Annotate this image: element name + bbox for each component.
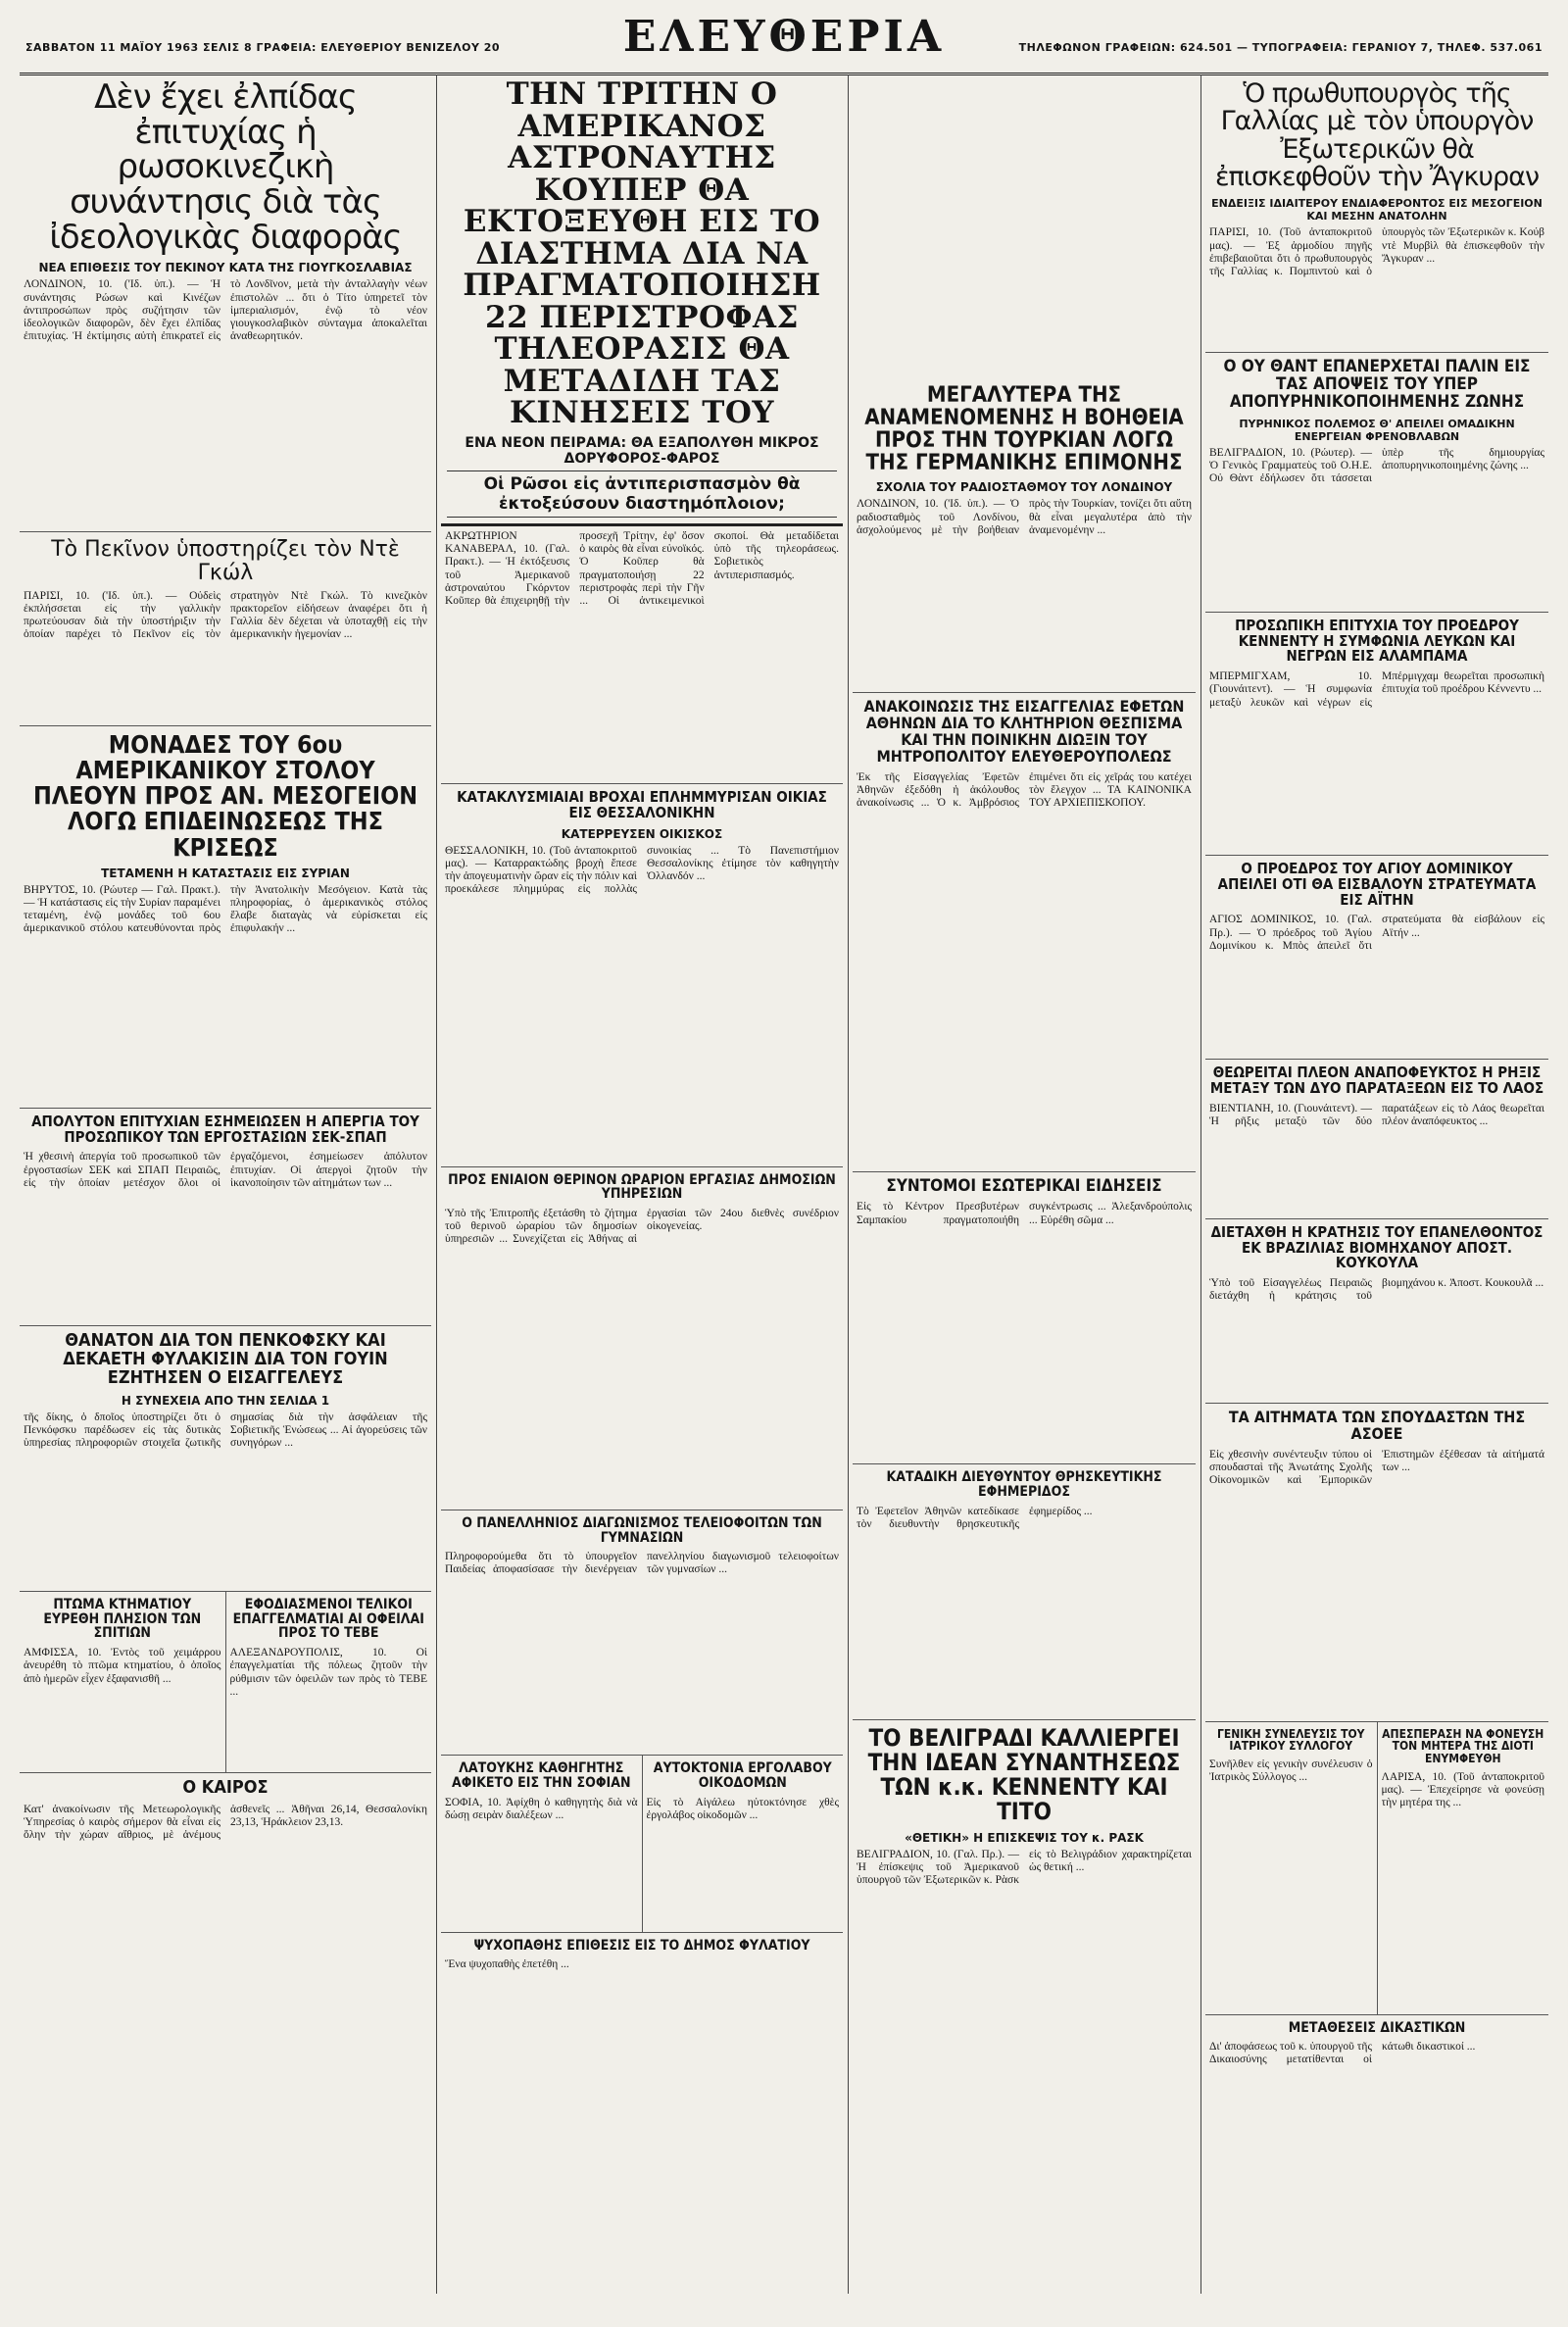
article-body: ΛΑΡΙΣΑ, 10. (Τοῦ ἀνταποκριτοῦ μας). — Ἐπεχείρησε νὰ φονεύσῃ τὴν μητέρα της ...	[1381, 1770, 1544, 1808]
article-short-domestic	[853, 1172, 1196, 1465]
article-headline: ΘΕΩΡΕΙΤΑΙ ΠΛΕΟΝ ΑΝΑΠΟΦΕΥΚΤΟΣ Η ΡΗΞΙΣ ΜΕΤΑΞΥ ΤΩΝ ΔΥΟ ΠΑΡΑΤΑΞΕΩΝ ΕΙΣ ΤΟ ΛΑΟΣ	[1209, 1064, 1544, 1098]
article-body: ΠΑΡΙΣΙ, 10. ('Ιδ. ὑπ.). — Οὐδεὶς ἐκπλήσσεται εἰς τὴν γαλλικὴν πρωτεύουσαν διὰ τὴν ὑποστήριξιν τὴν ὁποίαν παρέχει τὸ Πεκῖνον εἰς τὸν στρατηγὸν Ντὲ Γκώλ. Τὸ κινεζικὸν πρακτορεῖον εἰδήσεων ἀναφέρει ὅτι ἡ Γαλλία δὲν δέχεται νὰ ὑποταχθῇ εἰς τὴν ἀμερικανικὴν ἡγεμονίαν ...	[24, 589, 427, 641]
column-2	[441, 74, 843, 2294]
article-headline: Δὲν ἔχει ἐλπίδας ἐπιτυχίας ἡ ρωσοκινεζικὴ συνάντησις διὰ τὰς ἰδεολογικὰς διαφορὰς	[49, 77, 402, 257]
lead-story-body	[441, 526, 843, 784]
article-body: Εἰς τὸ Αἰγάλεω ηὐτοκτόνησε χθὲς ἐργολάβος οἰκοδομῶν ...	[646, 1796, 839, 1821]
article-subhead: ΕΝΔΕΙΞΙΣ ΙΔΙΑΙΤΕΡΟΥ ΕΝΔΙΑΦΕΡΟΝΤΟΣ ΕΙΣ ΜΕΣΟΓΕΙΟΝ ΚΑΙ ΜΕΣΗΝ ΑΝΑΤΟΛΗΝ	[1211, 197, 1543, 223]
article-body: τῆς δίκης, ὁ δποῖος ὑποστηρίζει ὅτι ὁ Πενκόφσκυ παρέδωσεν εἰς τὰς δυτικὰς ὑπηρεσίας πληροφοριῶν στοιχεῖα ζωτικῆς σημασίας διὰ τὴν ἀσφάλειαν τῆς Σοβιετικῆς Ἑνώσεως ... Αἱ ἀγορεύσεις τῶν συνηγόρων ...	[24, 1411, 427, 1450]
article-body: Ὑπὸ τοῦ Εἰσαγγελέως Πειραιῶς διετάχθη ἡ κράτησις τοῦ βιομηχάνου κ. Ἀποστ. Κουκουλᾶ ...	[1209, 1277, 1544, 1303]
article-sino-soviet	[20, 74, 431, 532]
article-headline: ΠΡΟΣΩΠΙΚΗ ΕΠΙΤΥΧΙΑ ΤΟΥ ΠΡΟΕΔΡΟΥ ΚΕΝΝΕΝΤΥ Η ΣΥΜΦΩΝΙΑ ΛΕΥΚΩΝ ΚΑΙ ΝΕΓΡΩΝ ΕΙΣ ΑΛΑΜΠΑΜΑ	[1235, 616, 1519, 666]
article-body: Πληροφορούμεθα ὅτι τὸ ὑπουργεῖον Παιδείας ἀποφασίσασε τὴν διενέργειαν πανελληνίου διαγωνισμοῦ τελειοφοίτων τῶν γυμνασίων ...	[445, 1551, 839, 1576]
article-body: Ἡ χθεσινὴ ἀπεργία τοῦ προσωπικοῦ τῶν ἐργοστασίων ΣΕΚ καὶ ΣΠΑΠ Πειραιῶς, εἰς τὴν ὁποίαν μετέσχον ὅλοι οἱ ἐργαζόμενοι, ἐσημείωσεν ἀπόλυτον ἐπιτυχίαν. Οἱ ἀπεργοὶ ζητοῦν τὴν ἱκανοποίησιν τῶν αἰτημάτων των ...	[24, 1151, 427, 1189]
article-u-thant	[1205, 353, 1548, 613]
article-body: ΒΕΛΙΓΡΑΔΙΟΝ, 10. (Ρώυτερ). — Ὁ Γενικὸς Γραμματεὺς τοῦ Ο.Η.Ε. Οὐ Θὰντ ἐδήλωσεν ὅτι τάσσεται ὑπὲρ τῆς δημιουργίας ἀποπυρηνικοποιημένης ζώνης ...	[1209, 446, 1544, 485]
article-medical-association	[1205, 1722, 1378, 2015]
article-headline: ΜΕΓΑΛΥΤΕΡΑ ΤΗΣ ΑΝΑΜΕΝΟΜΕΝΗΣ Η ΒΟΗΘΕΙΑ ΠΡΟΣ ΤΗΝ ΤΟΥΡΚΙΑΝ ΛΟΓΩ ΤΗΣ ΓΕΡΜΑΝΙΚΗΣ ΕΠΙΜΟΝΗΣ	[864, 383, 1184, 476]
article-headline: ΓΕΝΙΚΗ ΣΥΝΕΛΕΥΣΙΣ ΤΟΥ ΙΑΤΡΙΚΟΥ ΣΥΛΛΟΓΟΥ	[1217, 1726, 1365, 1754]
article-headline: ΑΥΤΟΚΤΟΝΙΑ ΕΡΓΟΛΑΒΟΥ ΟΙΚΟΔΟΜΩΝ	[653, 1760, 832, 1791]
article-professor-sofia	[441, 1756, 643, 1932]
article-headline: Ὁ πρωθυπουργὸς τῆς Γαλλίας μὲ τὸν ὑπουργὸν Ἐξωτερικῶν θὰ ἐπισκεφθοῦν τὴν Ἄγκυραν	[1214, 78, 1540, 193]
column-4	[1205, 74, 1548, 2294]
article-headline: ΜΕΤΑΘΕΣΕΙΣ ΔΙΚΑΣΤΙΚΩΝ	[1288, 2019, 1466, 2036]
lead-kicker: Οἱ Ρῶσοι εἰς ἀντιπερισπασμὸν θὰ ἐκτοξεύσουν διαστημόπλοιον;	[447, 470, 837, 518]
article-body: ΜΠΕΡΜΙΓΧΑΜ, 10. (Γιουνάιτεντ). — Ἡ συμφωνία μεταξὺ λευκῶν καὶ νέγρων εἰς Μπέρμιγχαμ θεωρεῖται προσωπικὴ ἐπιτυχία τοῦ προέδρου Κέννεντυ ...	[1209, 670, 1544, 709]
newspaper-title: ΕΛΕΥΘΕΡΙΑ	[622, 12, 946, 62]
article-subhead: «ΘΕΤΙΚΗ» Η ΕΠΙΣΚΕΨΙΣ ΤΟΥ κ. ΡΑΣΚ	[905, 1830, 1144, 1845]
article-body: ΒΕΛΙΓΡΑΔΙΟΝ, 10. (Γαλ. Πρ.). — Ἡ ἐπίσκεψις τοῦ Ἀμερικανοῦ ὑπουργοῦ τῶν Ἐξωτερικῶν κ. Ρὰσκ εἰς τὸ Βελιγράδιον χαρακτηρίζεται ὡς θετική ...	[857, 1848, 1192, 1886]
article-thessaloniki-rain	[441, 784, 843, 1167]
article-subhead: Η ΣΥΝΕΧΕΙΑ ΑΠΟ ΤΗΝ ΣΕΛΙΔΑ 1	[121, 1394, 330, 1409]
article-body: ΑΛΕΞΑΝΔΡΟΥΠΟΛΙΣ, 10. Οἱ ἐπαγγελματίαι τῆς πόλεως ζητοῦν τὴν ρύθμισιν τῶν ὀφειλῶν των πρὸς τὸ ΤΕΒΕ ...	[229, 1647, 427, 1698]
column-1	[20, 74, 431, 2294]
article-asoee-students	[1205, 1404, 1548, 1722]
article-editor-conviction	[853, 1464, 1196, 1719]
lead-story-cooper	[441, 74, 843, 526]
article-koukoulas-arrest	[1205, 1219, 1548, 1404]
article-kennedy-alabama	[1205, 613, 1548, 856]
article-headline: ΠΡΟΣ ΕΝΙΑΙΟΝ ΘΕΡΙΝΟΝ ΩΡΑΡΙΟΝ ΕΡΓΑΣΙΑΣ ΔΗΜΟΣΙΩΝ ΥΠΗΡΕΣΙΩΝ	[448, 1171, 836, 1203]
article-body: ΘΕΣΣΑΛΟΝΙΚΗ, 10. (Τοῦ ἀνταποκριτοῦ μας). — Καταρρακτώδης βροχὴ ἔπεσε τὴν ἀπογευματινὴν ὥραν εἰς τὴν πόλιν καὶ προεκάλεσε πλημμύρας εἰς πολλὰς συνοικίας ... Τὸ Πανεπιστήμιον Θεσσαλονίκης ἐτίμησε τὸν καθηγητὴν Ὁλλανδόν ...	[445, 844, 839, 896]
article-headline: ΕΦΟΔΙΑΣΜΕΝΟΙ ΤΕΛΙΚΟΙ ΕΠΑΓΓΕΛΜΑΤΙΑΙ ΑΙ ΟΦΕΙΛΑΙ ΠΡΟΣ ΤΟ ΤΕΒΕ	[232, 1597, 424, 1642]
phone-line: ΤΗΛΕΦΩΝΟΝ ΓΡΑΦΕΙΩΝ: 624.501 — ΤΥΠΟΓΡΑΦΕΙΑ: ΓΕΡΑΝΙΟΥ 7, ΤΗΛΕΦ. 537.061	[1018, 41, 1543, 54]
article-subhead: ΝΕΑ ΕΠΙΘΕΣΙΣ ΤΟΥ ΠΕΚΙΝΟΥ ΚΑΤΑ ΤΗΣ ΓΙΟΥΓΚΟΣΛΑΒΙΑΣ	[38, 261, 413, 275]
article-sek-spap-strike	[20, 1109, 431, 1327]
article-peking-de-gaulle	[20, 532, 431, 725]
date-line: ΣΑΒΒΑΤΟΝ 11 ΜΑΪΟΥ 1963 ΣΕΛΙΣ 8 ΓΡΑΦΕΙΑ: ΕΛΕΥΘΕΡΙΟΥ ΒΕΝΙΖΕΛΟΥ 20	[25, 41, 501, 54]
article-subhead: ΣΧΟΛΙΑ ΤΟΥ ΡΑΔΙΟΣΤΑΘΜΟΥ ΤΟΥ ΛΟΝΔΙΝΟΥ	[875, 480, 1173, 495]
article-headline: Ο ΟΥ ΘΑΝΤ ΕΠΑΝΕΡΧΕΤΑΙ ΠΑΛΙΝ ΕΙΣ ΤΑΣ ΑΠΟΨΕΙΣ ΤΟΥ ΥΠΕΡ ΑΠΟΠΥΡΗΝΙΚΟΠΟΙΗΜΕΝΗΣ ΖΩΝΗΣ	[1223, 357, 1531, 413]
article-sixth-fleet	[20, 726, 431, 1109]
article-body: Δι' ἀποφάσεως τοῦ κ. ὑπουργοῦ τῆς Δικαιοσύνης μετατίθενται οἱ κάτωθι δικαστικοί ...	[1209, 2041, 1476, 2066]
article-body: ΑΓΙΟΣ ΔΟΜΙΝΙΚΟΣ, 10. (Γαλ. Πρ.). — Ὁ πρόεδρος τοῦ Ἁγίου Δομινίκου κ. Μπὸς ἀπειλεῖ ὅτι στρατεύματα θὰ εἰσβάλουν εἰς Αϊτήν ...	[1209, 914, 1544, 952]
article-subhead: ΠΥΡΗΝΙΚΟΣ ΠΟΛΕΜΟΣ Θ' ΑΠΕΙΛΕΙ ΟΜΑΔΙΚΗΝ ΕΝΕΡΓΕΙΑΝ ΦΡΕΝΟΒΛΑΒΩΝ	[1239, 417, 1515, 443]
article-body: Ἕνα ψυχοπαθὴς ἐπετέθη ...	[445, 1958, 569, 1971]
article-subhead: ΚΑΤΕΡΡΕΥΣΕΝ ΟΙΚΙΣΚΟΣ	[561, 826, 723, 841]
article-psychopath	[441, 1933, 843, 2114]
article-body: Συνῆλθεν εἰς γενικὴν συνέλευσιν ὁ Ἰατρικὸς Σύλλογος ...	[1209, 1758, 1373, 1784]
article-headline: ΤΑ ΑΙΤΗΜΑΤΑ ΤΩΝ ΣΠΟΥΔΑΣΤΩΝ ΤΗΣ ΑΣΟΕΕ	[1228, 1408, 1526, 1443]
article-summer-hours	[441, 1167, 843, 1510]
article-judicial-transfers	[1205, 2015, 1548, 2197]
article-headline: ΑΠΟΛΥΤΟΝ ΕΠΙΤΥΧΙΑΝ ΕΣΗΜΕΙΩΣΕΝ Η ΑΠΕΡΓΙΑ ΤΟΥ ΠΡΟΣΩΠΙΚΟΥ ΤΩΝ ΕΡΓΟΣΤΑΣΙΩΝ ΣΕΚ-ΣΠΑΠ	[31, 1112, 419, 1146]
article-exams	[441, 1510, 843, 1756]
article-body: ΒΗΡΥΤΟΣ, 10. (Ρώυτερ — Γαλ. Πρακτ.). — Ἡ κατάστασις εἰς τὴν Συρίαν παραμένει τεταμένη, ἐνῷ μονάδες τοῦ 6ου ἀμερικανικοῦ στόλου κατευθύνονται πρὸς τὴν Ἀνατολικὴν Μεσόγειον. Κατὰ τὰς πληροφορίας, ὁ ἀμερικανικὸς στόλος ἔλαβε διαταγὰς νὰ εὑρίσκεται εἰς ἐπιφυλακήν ...	[24, 883, 427, 935]
article-body: ΑΚΡΩΤΗΡΙΟΝ ΚΑΝΑΒΕΡΑΛ, 10. (Γαλ. Πρακτ.). — Ἡ ἐκτόξευσις τοῦ Ἀμερικανοῦ ἀστροναύτου Γκόρντον Κοῦπερ θὰ ἐπιχειρηθῇ τὴν προσεχῆ Τρίτην, ἐφ' ὅσον ὁ καιρὸς θὰ εἶναι εὐνοϊκός. Ὁ Κοῦπερ θὰ πραγματοποιήσῃ 22 περιστροφὰς περὶ τὴν Γῆν ... Οἱ ἀντικειμενικοὶ σκοποί. Θὰ μεταδίδεται ὑπὸ τῆς τηλεοράσεως. Σοβιετικὸς ἀντιπερισπασμός.	[445, 530, 839, 608]
article-headline: ΚΑΤΑΚΛΥΣΜΙΑΙΑΙ ΒΡΟΧΑΙ ΕΠΛΗΜΜΥΡΙΣΑΝ ΟΙΚΙΑΣ ΕΙΣ ΘΕΣΣΑΛΟΝΙΚΗΝ	[457, 788, 827, 821]
article-body: ΛΟΝΔΙΝΟΝ, 10. ('Ιδ. ὑπ.). — Ἡ συνάντησις Ρώσων καὶ Κινέζων ἀντιπροσώπων πρὸς συζήτησιν τῶν ἰδεολογικῶν διαφορῶν, δὲν ἔχει ἐλπίδας ἐπιτυχίας. Ἡ ἐκτίμησις αὐτὴ ἐπικρατεῖ εἰς τὸ Λονδῖνον, μετὰ τὴν ἀνταλλαγὴν νέων ἐπιστολῶν ... ὅτι ὁ Τίτο ὑπηρετεῖ τὸν ἰμπεριαλισμόν, ἐνῷ τὸ νέον γιουγκοσλαβικὸν σύνταγμα ἀποκαλεῖται ἀναθεωρητικόν.	[24, 278, 427, 343]
article-laos	[1205, 1060, 1548, 1219]
short-articles-row	[20, 1592, 431, 1773]
article-headline: Ο ΠΑΝΕΛΛΗΝΙΟΣ ΔΙΑΓΩΝΙΣΜΟΣ ΤΕΛΕΙΟΦΟΙΤΩΝ ΤΩΝ ΓΥΜΝΑΣΙΩΝ	[462, 1514, 822, 1546]
article-french-pm-ankara	[1205, 74, 1548, 353]
article-body-found	[20, 1592, 226, 1773]
article-body: Τὸ Ἐφετεῖον Ἀθηνῶν κατεδίκασε τὸν διευθυντὴν θρησκευτικῆς ἐφημερίδος ...	[857, 1505, 1093, 1530]
article-headline: ΛΑΤΟΥΚΗΣ ΚΑΘΗΓΗΤΗΣ ΑΦΙΚΕΤΟ ΕΙΣ ΤΗΝ ΣΟΦΙΑΝ	[451, 1760, 631, 1791]
short-articles-row	[1205, 1722, 1548, 2015]
article-headline: ΠΤΩΜΑ ΚΤΗΜΑΤΙΟΥ ΕΥΡΕΘΗ ΠΛΗΣΙΟΝ ΤΩΝ ΣΠΙΤΙΩΝ	[43, 1597, 202, 1642]
article-headline: ΣΥΝΤΟΜΟΙ ΕΣΩΤΕΡΙΚΑΙ ΕΙΔΗΣΕΙΣ	[886, 1175, 1162, 1196]
article-headline: ΘΑΝΑΤΟΝ ΔΙΑ ΤΟΝ ΠΕΝΚΟΦΣΚΥ ΚΑΙ ΔΕΚΑΕΤΗ ΦΥΛΑΚΙΣΙΝ ΔΙΑ ΤΟΝ ΓΟΥΙΝ ΕΖΗΤΗΣΕΝ Ο ΕΙΣΑΓΓΕΛΕΥΣ	[63, 1330, 388, 1389]
article-weather	[20, 1773, 431, 2007]
lead-subhead: ΕΝΑ ΝΕΟΝ ΠΕΙΡΑΜΑ: ΘΑ ΕΞΑΠΟΛΥΘΗ ΜΙΚΡΟΣ ΔΟΡΥΦΟΡΟΣ-ΦΑΡΟΣ	[465, 435, 819, 468]
article-headline: Τὸ Πεκῖνον ὑποστηρίζει τὸν Ντὲ Γκώλ	[51, 537, 400, 585]
article-headline: ΑΝΑΚΟΙΝΩΣΙΣ ΤΗΣ ΕΙΣΑΓΓΕΛΙΑΣ ΕΦΕΤΩΝ ΑΘΗΝΩΝ ΔΙΑ ΤΟ ΚΛΗΤΗΡΙΟΝ ΘΕΣΠΙΣΜΑ ΚΑΙ ΤΗΝ ΠΟΙΝΙΚΗΝ ΔΙΩΞΙΝ ΤΟΥ ΜΗΤΡΟΠΟΛΙΤΟΥ ΕΛΕΥΘΕΡΟΥΠΟΛΕΩΣ	[863, 697, 1185, 766]
article-headline: Ο ΠΡΟΕΔΡΟΣ ΤΟΥ ΑΓΙΟΥ ΔΟΜΙΝΙΚΟΥ ΑΠΕΙΛΕΙ ΟΤΙ ΘΑ ΕΙΣΒΑΛΟΥΝ ΣΤΡΑΤΕΥΜΑΤΑ ΕΙΣ ΑΪΤΗΝ	[1217, 860, 1537, 909]
article-turkey-aid	[853, 378, 1196, 693]
column-rule	[1200, 74, 1201, 2294]
article-headline: ΔΙΕΤΑΧΘΗ Η ΚΡΑΤΗΣΙΣ ΤΟΥ ΕΠΑΝΕΛΘΟΝΤΟΣ ΕΚ ΒΡΑΖΙΛΙΑΣ ΒΙΟΜΗΧΑΝΟΥ ΑΠΟΣΤ. ΚΟΥΚΟΥΛΑ	[1210, 1222, 1544, 1272]
newspaper-page	[20, 0, 1548, 2294]
lead-headline: ΤΗΝ ΤΡΙΤΗΝ Ο ΑΜΕΡΙΚΑΝΟΣ ΑΣΤΡΟΝΑΥΤΗΣ ΚΟΥΠΕΡ ΘΑ ΕΚΤΟΞΕΥΘΗ ΕΙΣ ΤΟ ΔΙΑΣΤΗΜΑ ΔΙΑ ΝΑ ΠΡΑΓΜΑΤΟΠΟΙΗΣΗ 22 ΠΕΡΙΣΤΡΟΦΑΣ ΤΗΛΕΟΡΑΣΙΣ ΘΑ ΜΕΤΑΔΙΔΗ ΤΑΣ ΚΙΝΗΣΕΙΣ ΤΟΥ	[463, 76, 821, 431]
article-penkovsky-trial	[20, 1326, 431, 1592]
article-belgrade-kennedy-tito	[853, 1720, 1196, 2053]
article-dominican-haiti	[1205, 856, 1548, 1060]
article-contractor-suicide	[643, 1756, 844, 1932]
article-body: Ὑπὸ τῆς Ἐπιτροπῆς ἐξετάσθη τὸ ζήτημα τοῦ θερινοῦ ὡραρίου τῶν δημοσίων ὑπηρεσιῶν ... Συνεχίζεται εἰς Ἀθήνας αἱ ἐργασίαι τῶν 24ου διεθνὲς συνέδριον οἰκογενείας.	[445, 1207, 839, 1246]
article-body: ΠΑΡΙΣΙ, 10. (Τοῦ ἀνταποκριτοῦ μας). — Ἐξ ἀρμοδίου πηγῆς ἐπιβεβαιοῦται ὅτι ὁ πρωθυπουργὸς τῆς Γαλλίας κ. Πομπιντοὺ καὶ ὁ ὑπουργὸς τῶν Ἐξωτερικῶν κ. Κούβ ντὲ Μυρβὶλ θὰ ἐπισκεφθοῦν τὴν Ἄγκυραν ...	[1209, 226, 1544, 277]
article-headline: ΨΥΧΟΠΑΘΗΣ ΕΠΙΘΕΣΙΣ ΕΙΣ ΤΟ ΔΗΜΟΣ ΦΥΛΑΤΙΟΥ	[473, 1937, 810, 1954]
article-headline: ΑΠΕΣΠΕΡΑΣΗ ΝΑ ΦΟΝΕΥΣΗ ΤΟΝ ΜΗΤΕΡΑ ΤΗΣ ΔΙΟΤΙ ΕΝΥΜΦΕΥΘΗ	[1382, 1726, 1544, 1765]
article-body: ΑΜΦΙΣΣΑ, 10. Ἐντὸς τοῦ χειμάρρου ἀνευρέθη τὸ πτῶμα κτηματίου, ὁ ὁποῖος ἀπὸ ἡμερῶν εἶχεν ἐξαφανισθῆ ...	[24, 1647, 221, 1685]
column-rule	[848, 74, 849, 2294]
article-headline: ΜΟΝΑΔΕΣ ΤΟΥ 6ου ΑΜΕΡΙΚΑΝΙΚΟΥ ΣΤΟΛΟΥ ΠΛΕΟΥΝ ΠΡΟΣ ΑΝ. ΜΕΣΟΓΕΙΟΝ ΛΟΓΩ ΕΠΙΔΕΙΝΩΣΕΩΣ ΤΗΣ ΚΡΙΣΕΩΣ	[32, 729, 418, 862]
article-headline: ΤΟ ΒΕΛΙΓΡΑΔΙ ΚΑΛΛΙΕΡΓΕΙ ΤΗΝ ΙΔΕΑΝ ΣΥΝΑΝΤΗΣΕΩΣ ΤΩΝ κ.κ. ΚΕΝΝΕΝΤΥ ΚΑΙ ΤΙΤΟ	[867, 1723, 1181, 1826]
short-articles-row	[441, 1756, 843, 1932]
article-larisa-attempt	[1378, 1722, 1549, 2015]
article-tebe	[226, 1592, 432, 1773]
article-headline: ΚΑΤΑΔΙΚΗ ΔΙΕΥΘΥΝΤΟΥ ΘΡΗΣΚΕΥΤΙΚΗΣ ΕΦΗΜΕΡΙΔΟΣ	[886, 1469, 1162, 1501]
article-headline: Ο ΚΑΙΡΟΣ	[182, 1777, 269, 1799]
article-body: Εἰς τὸ Κέντρον Πρεσβυτέρων Σαμπακίου πραγματοποιήθη συγκέντρωσις ... Ἀλεξανδρούπολις ... Εὐρέθη σῶμα ...	[857, 1201, 1192, 1226]
article-body: ΒΙΕΝΤΙΑΝΗ, 10. (Γιουνάιτεντ). — Ἡ ρῆξις μεταξὺ τῶν δύο παρατάξεων εἰς τὸ Λάος θεωρεῖται πλέον ἀναπόφευκτος ...	[1209, 1102, 1544, 1128]
column-rule	[436, 74, 437, 2294]
article-body: Ἐκ τῆς Εἰσαγγελίας Ἐφετῶν Ἀθηνῶν ἐξεδόθη ἡ ἀκόλουθος ἀνακοίνωσις ... Ὁ κ. Ἀμβρόσιος ἐπιμένει ὅτι εἰς χεῖράς του κατέχει τὸν ἔλεγχον ... ΤΑ ΚΑΙΝΟΝΙΚΑ ΤΟΥ ΑΡΧΙΕΠΙΣΚΟΠΟΥ.	[857, 770, 1192, 809]
masthead	[20, 14, 1548, 75]
article-body: ΛΟΝΔΙΝΟΝ, 10. ('Ιδ. ὑπ.). — Ὁ ραδιοσταθμὸς τοῦ Λονδίνου, ἀσχολούμενος μὲ τὴν βοήθειαν πρὸς τὴν Τουρκίαν, τονίζει ὅτι αὕτη θὰ εἶναι μεγαλυτέρα ἀπὸ τὴν ἀναμενομένην ...	[857, 498, 1192, 536]
article-body: Κατ' ἀνακοίνωσιν τῆς Μετεωρολογικῆς Ὑπηρεσίας ὁ καιρὸς σήμερον θὰ εἶναι εἰς ὅλην τὴν χώραν αἴθριος, μὲ ἀνέμους ἀσθενεῖς ... Ἀθῆναι 26,14, Θεσσαλονίκη 23,13, Ἡράκλειον 23,13.	[24, 1804, 427, 1842]
article-body: Εἰς χθεσινὴν συνέντευξιν τύπου οἱ σπουδασταὶ τῆς Ἀνωτάτης Σχολῆς Οἰκονομικῶν καὶ Ἐμπορικῶν Ἐπιστημῶν ἐξέθεσαν τὰ αἰτήματά των ...	[1209, 1448, 1544, 1487]
lead-continuation-space	[853, 74, 1196, 378]
article-body: ΣΟΦΙΑ, 10. Ἀφίχθη ὁ καθηγητὴς διὰ νὰ δώσῃ σειρὰν διαλέξεων ...	[445, 1796, 638, 1821]
column-3	[853, 74, 1196, 2294]
columns	[20, 74, 1548, 2294]
article-prosecutor-announcement	[853, 693, 1196, 1171]
article-subhead: ΤΕΤΑΜΕΝΗ Η ΚΑΤΑΣΤΑΣΙΣ ΕΙΣ ΣΥΡΙΑΝ	[101, 866, 350, 880]
